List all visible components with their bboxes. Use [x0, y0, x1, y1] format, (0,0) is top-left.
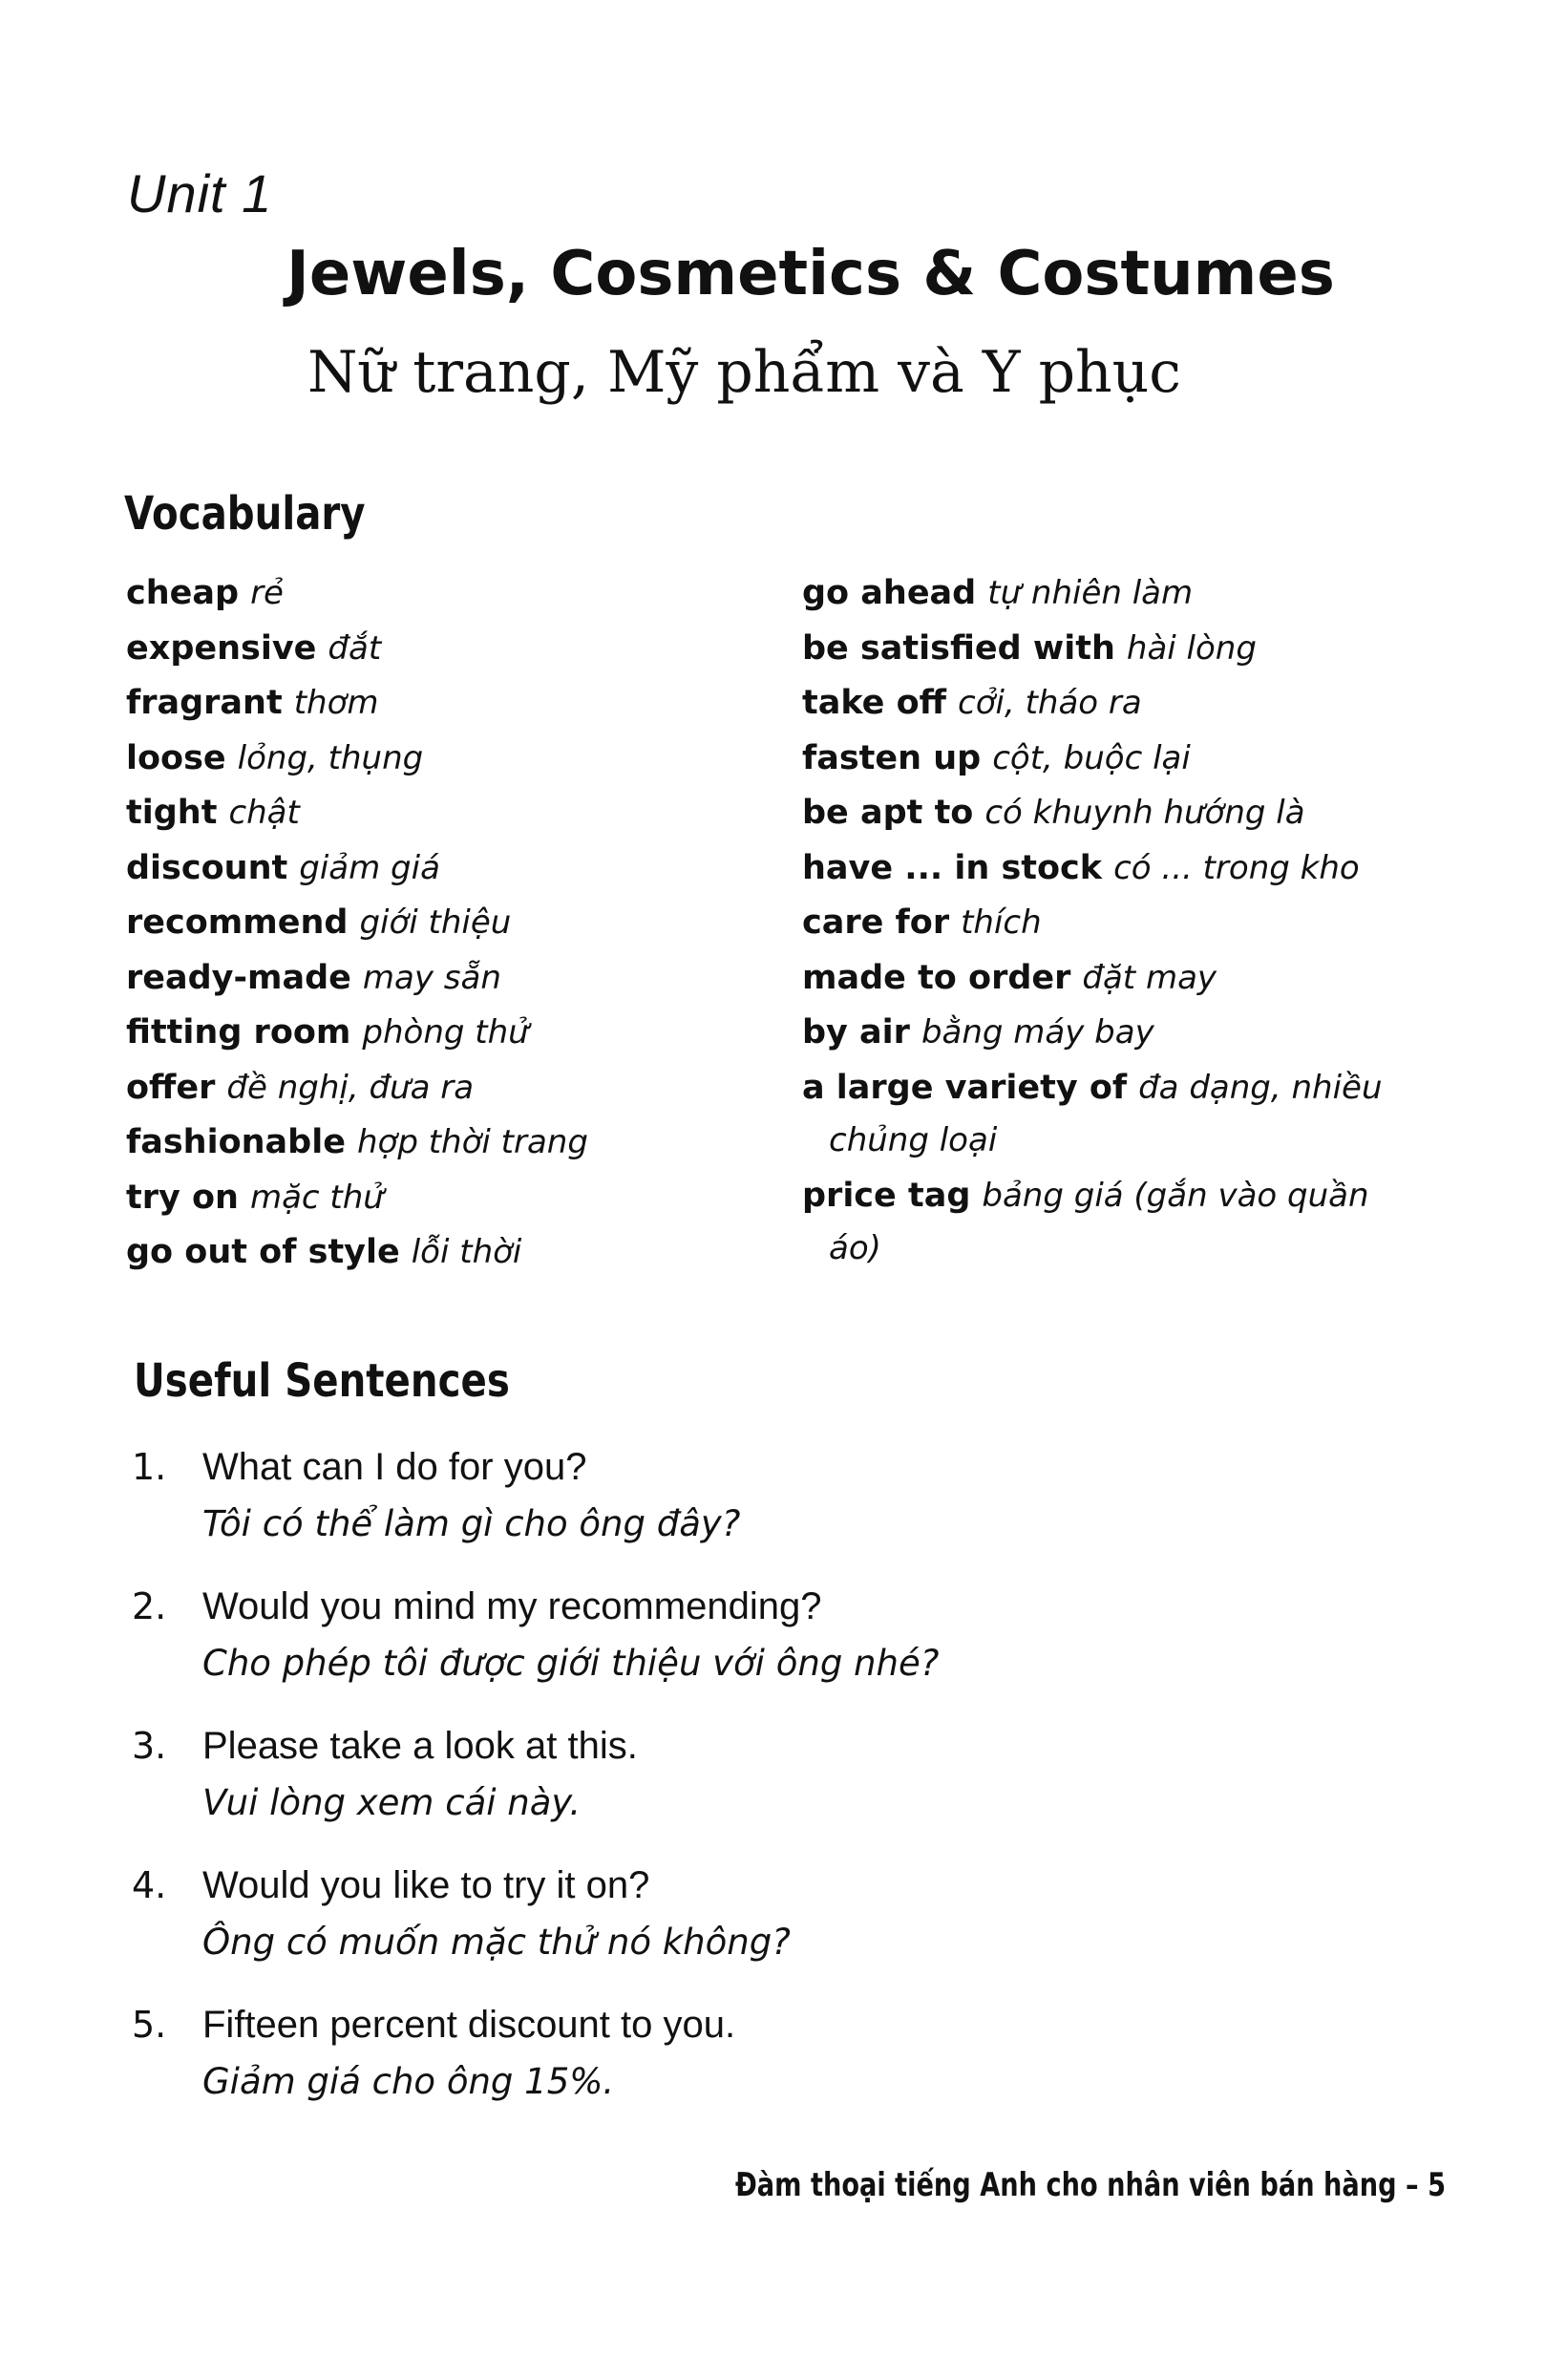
vocabulary-vietnamese-meaning: rẻ	[250, 574, 284, 612]
sentence-vietnamese: Cho phép tôi được giới thiệu với ông nhé?	[202, 1643, 940, 1684]
vocabulary-item	[802, 621, 1413, 676]
vocabulary-english-term: fashionable	[126, 1123, 346, 1161]
vocabulary-item	[126, 1224, 775, 1280]
sentence-english: Would you mind my recommending?	[202, 1585, 822, 1627]
vocabulary-english-term: be satisfied with	[802, 628, 1115, 668]
vocabulary-list-left	[126, 565, 775, 1280]
sentence-english: Fifteen percent discount to you.	[202, 2004, 736, 2046]
sentence-number: 1.	[132, 1446, 167, 1488]
vocabulary-item	[802, 1168, 1413, 1276]
vocabulary-item	[802, 895, 1413, 950]
vocabulary-vietnamese-meaning: lỗi thời	[411, 1233, 522, 1271]
vocabulary-english-term: cheap	[126, 574, 240, 612]
vocabulary-vietnamese-meaning: chật	[228, 794, 300, 832]
vocabulary-vietnamese-meaning: phòng thử	[362, 1013, 529, 1052]
useful-sentence	[124, 1578, 1442, 1692]
sentence-vietnamese: Vui lòng xem cái này.	[202, 1782, 582, 1823]
vocabulary-vietnamese-meaning: lỏng, thụng	[237, 738, 424, 777]
vocabulary-english-term: discount	[126, 848, 288, 887]
vocabulary-english-term: made to order	[802, 958, 1071, 997]
vocabulary-heading: Vocabulary	[124, 487, 366, 541]
vocabulary-vietnamese-meaning: cột, buộc lại	[992, 738, 1191, 777]
sentence-vietnamese: Ông có muốn mặc thử nó không?	[202, 1922, 791, 1963]
vocabulary-vietnamese-meaning: thích	[961, 903, 1042, 942]
vocabulary-english-term: go ahead	[802, 574, 977, 612]
vocabulary-item	[802, 785, 1413, 840]
vocabulary-item	[126, 1005, 775, 1060]
vocabulary-item	[126, 1170, 775, 1225]
vocabulary-vietnamese-meaning-continued: chủng loại	[829, 1121, 998, 1159]
sentence-number: 4.	[132, 1864, 167, 1906]
vocabulary-english-term: by air	[802, 1013, 910, 1052]
vocabulary-english-term: price tag	[802, 1176, 971, 1215]
vocabulary-english-term: try on	[126, 1178, 239, 1217]
vocabulary-english-term: go out of style	[126, 1233, 400, 1271]
vocabulary-english-term: fitting room	[126, 1013, 351, 1052]
sentence-number: 3.	[132, 1725, 167, 1767]
vocabulary-item	[126, 565, 775, 621]
vocabulary-english-term: care for	[802, 903, 950, 942]
vocabulary-item	[802, 950, 1413, 1006]
sentence-english: Please take a look at this.	[202, 1725, 638, 1767]
vocabulary-item	[126, 1060, 775, 1116]
vocabulary-english-term: ready-made	[126, 958, 351, 997]
vocabulary-english-term: loose	[126, 738, 226, 777]
sentence-number: 5.	[132, 2004, 167, 2046]
vocabulary-item	[802, 675, 1413, 731]
vocabulary-english-term: be apt to	[802, 794, 974, 832]
useful-sentence	[124, 1438, 1442, 1553]
useful-sentence	[124, 1857, 1442, 1971]
sentence-english: Would you like to try it on?	[202, 1864, 650, 1906]
vocabulary-english-term: expensive	[126, 628, 317, 668]
vocabulary-vietnamese-meaning: may sẵn	[362, 958, 501, 997]
vocabulary-item	[802, 840, 1413, 896]
vocabulary-item	[126, 895, 775, 950]
vocabulary-vietnamese-meaning: đắt	[328, 628, 382, 668]
vocabulary-vietnamese-meaning-continued: áo)	[829, 1229, 881, 1267]
useful-sentence	[124, 1717, 1442, 1832]
vocabulary-english-term: fasten up	[802, 738, 982, 777]
vocabulary-vietnamese-meaning: bằng máy bay	[921, 1013, 1154, 1052]
vocabulary-english-term: recommend	[126, 903, 349, 942]
title-vietnamese: Nữ trang, Mỹ phẩm và Y phục	[307, 339, 1181, 406]
vocabulary-english-term: fragrant	[126, 684, 283, 722]
vocabulary-vietnamese-meaning: đa dạng, nhiều	[1138, 1068, 1383, 1107]
vocabulary-vietnamese-meaning: hợp thời trang	[356, 1123, 588, 1161]
sentence-number: 2.	[132, 1585, 167, 1627]
sentence-vietnamese: Tôi có thể làm gì cho ông đây?	[202, 1503, 741, 1544]
vocabulary-list-right	[802, 565, 1413, 1276]
vocabulary-vietnamese-meaning: hài lòng	[1126, 628, 1257, 668]
vocabulary-item	[126, 731, 775, 786]
vocabulary-item	[126, 621, 775, 676]
useful-sentences-heading: Useful Sentences	[134, 1354, 510, 1408]
vocabulary-vietnamese-meaning: có ... trong kho	[1113, 848, 1360, 887]
vocabulary-vietnamese-meaning: thơm	[293, 684, 379, 722]
vocabulary-english-term: offer	[126, 1068, 216, 1107]
vocabulary-english-term: have ... in stock	[802, 848, 1103, 887]
vocabulary-vietnamese-meaning: giảm giá	[299, 848, 440, 887]
vocabulary-item	[802, 731, 1413, 786]
vocabulary-vietnamese-meaning: giới thiệu	[359, 903, 512, 942]
vocabulary-vietnamese-meaning: có khuynh hướng là	[984, 794, 1305, 832]
vocabulary-item	[802, 1005, 1413, 1060]
page-footer: Đàm thoại tiếng Anh cho nhân viên bán hàng – 5	[735, 2166, 1447, 2204]
vocabulary-item	[126, 950, 775, 1006]
vocabulary-vietnamese-meaning: bảng giá (gắn vào quần	[982, 1176, 1369, 1215]
vocabulary-vietnamese-meaning: đề nghị, đưa ra	[226, 1068, 475, 1107]
vocabulary-vietnamese-meaning: mặc thử	[249, 1178, 384, 1217]
title-english: Jewels, Cosmetics & Costumes	[286, 239, 1335, 309]
vocabulary-item	[802, 1060, 1413, 1168]
sentence-english: What can I do for you?	[202, 1446, 587, 1488]
useful-sentences-list	[124, 1438, 1442, 2136]
vocabulary-item	[802, 565, 1413, 621]
sentence-vietnamese: Giảm giá cho ông 15%.	[202, 2061, 615, 2102]
vocabulary-vietnamese-meaning: đặt may	[1082, 958, 1217, 997]
vocabulary-vietnamese-meaning: tự nhiên làm	[987, 574, 1194, 612]
unit-label: Unit 1	[127, 163, 273, 223]
vocabulary-english-term: a large variety of	[802, 1068, 1128, 1107]
vocabulary-english-term: tight	[126, 794, 218, 832]
vocabulary-item	[126, 675, 775, 731]
vocabulary-english-term: take off	[802, 684, 947, 722]
vocabulary-item	[126, 1115, 775, 1170]
vocabulary-item	[126, 840, 775, 896]
useful-sentence	[124, 1996, 1442, 2111]
vocabulary-vietnamese-meaning: cởi, tháo ra	[958, 684, 1142, 722]
vocabulary-item	[126, 785, 775, 840]
